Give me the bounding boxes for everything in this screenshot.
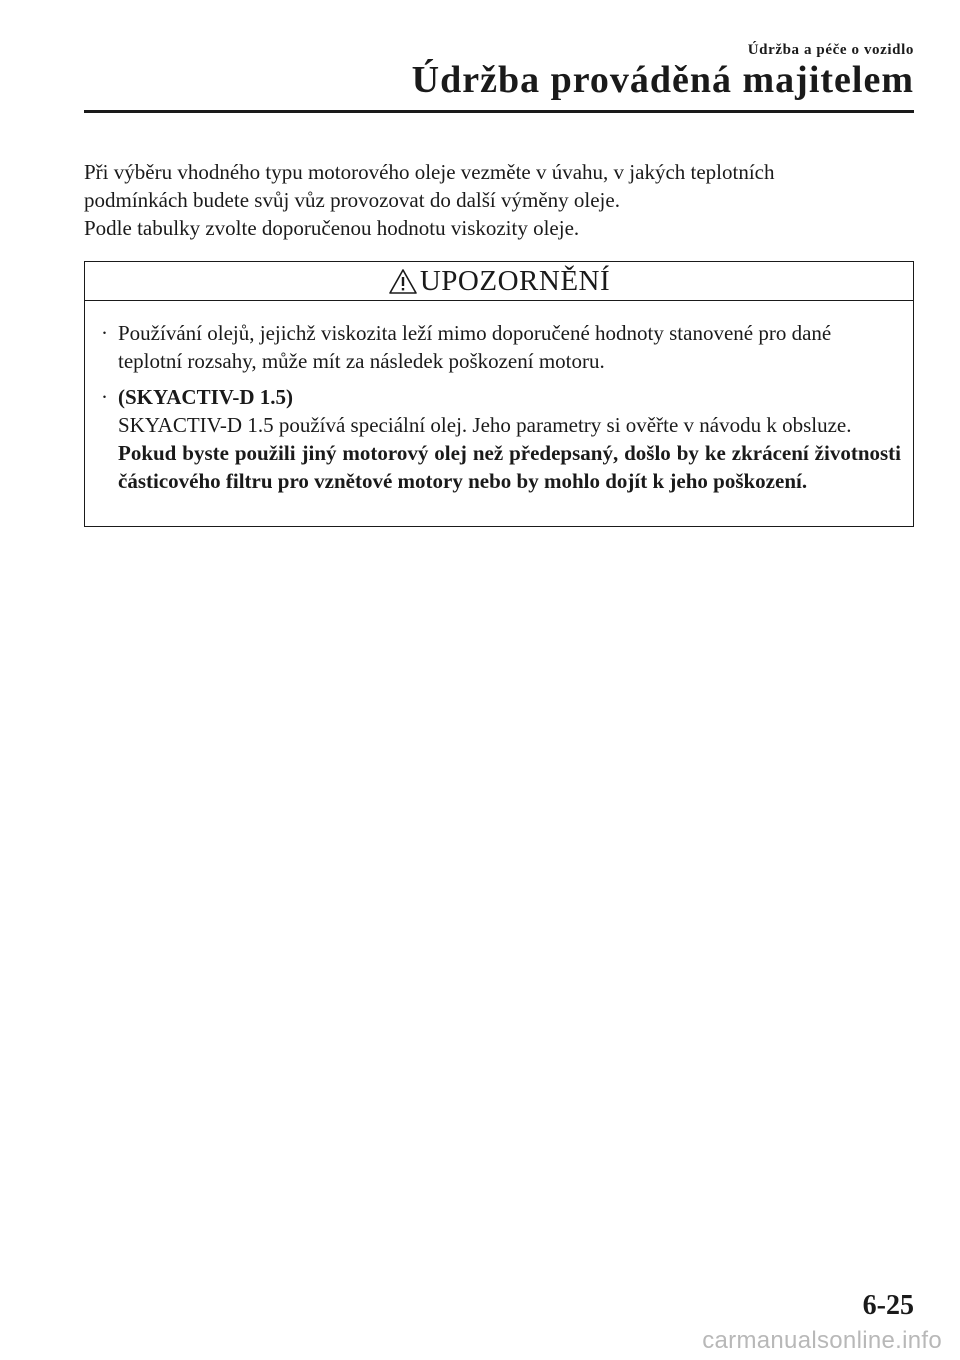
page-title: Údržba prováděná majitelem bbox=[411, 59, 914, 101]
page-number: 6-25 bbox=[862, 1290, 914, 1321]
caution-header bbox=[85, 262, 913, 301]
warning-triangle-icon bbox=[388, 268, 418, 295]
intro-line: Podle tabulky zvolte doporučenou hodnotu viskozity oleje. bbox=[84, 216, 580, 240]
intro-line: Při výběru vhodného typu motorového oleje vezměte v úvahu, v jakých teplotních bbox=[84, 160, 775, 184]
caution-bullet bbox=[101, 319, 901, 375]
bullet-heading: (SKYACTIV-D 1.5) bbox=[118, 385, 294, 409]
caution-title: UPOZORNĚNÍ bbox=[419, 264, 611, 297]
bullet-line: SKYACTIV-D 1.5 používá speciální olej. Jeho parametry si ověřte v návodu k obsluze. bbox=[118, 413, 852, 437]
bullet-line: teplotní rozsahy, může mít za následek poškození motoru. bbox=[118, 349, 605, 373]
header-divider bbox=[84, 110, 914, 113]
intro-line: podmínkách budete svůj vůz provozovat do další výměny oleje. bbox=[84, 188, 620, 212]
bullet-bold-warning: Pokud byste použili jiný motorový olej než předepsaný, došlo by ke zkrácení životnosti částicového filtru pro vznětové motory nebo by mohlo dojít k jeho poškození. bbox=[118, 441, 901, 493]
caution-bullet bbox=[101, 383, 901, 495]
bullet-dot: · bbox=[101, 385, 108, 409]
bullet-line: Používání olejů, jejichž viskozita leží mimo doporučené hodnoty stanovené pro dané bbox=[118, 321, 832, 345]
caution-box bbox=[84, 261, 914, 527]
bullet-dot: · bbox=[101, 321, 108, 345]
caution-body bbox=[85, 301, 913, 495]
section-header: Údržba a péče o vozidlo bbox=[747, 42, 914, 58]
intro-paragraph bbox=[84, 158, 914, 242]
watermark: carmanualsonline.info bbox=[702, 1327, 942, 1354]
